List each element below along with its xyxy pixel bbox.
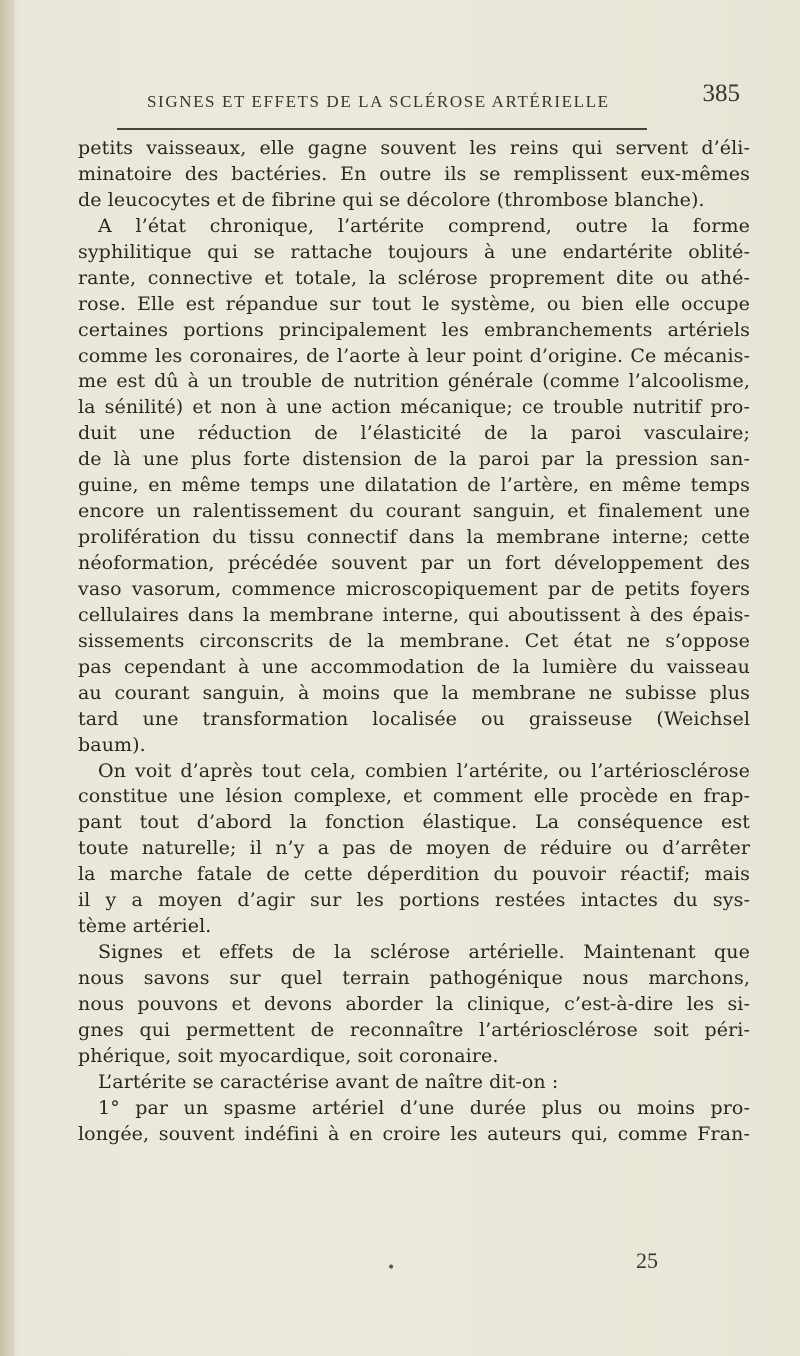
text-line: 1° par un spasme artériel d’une durée plus ou moins pro-: [98, 1096, 750, 1119]
text-line: encore un ralentissement du courant sanguin, et finalement une: [78, 500, 750, 523]
text-line: petits vaisseaux, elle gagne souvent les reins qui servent d’éli-: [78, 137, 750, 159]
text-line: minatoire des bactéries. En outre ils se remplissent eux-mêmes: [78, 162, 750, 185]
text-line: tard une transformation localisée ou graisseuse (Weichsel: [78, 707, 750, 730]
text-line: me est dû à un trouble de nutrition générale (comme l’alcoolisme,: [78, 370, 750, 393]
text-line: A l’état chronique, l’artérite comprend, outre la forme: [98, 214, 750, 237]
text-line: vaso vasorum, commence microscopiquement par de petits foyers: [78, 577, 750, 600]
text-line: au courant sanguin, à moins que la membrane ne subisse plus: [78, 681, 750, 704]
text-line: Signes et effets de la sclérose artérielle. Maintenant que: [98, 941, 750, 964]
text-line: sissements circonscrits de la membrane. Cet état ne s’oppose: [78, 629, 750, 652]
text-line: il y a moyen d’agir sur les portions restées intactes du sys-: [78, 889, 750, 912]
text-line: néoformation, précédée souvent par un fort développement des: [78, 552, 750, 574]
text-line: comme les coronaires, de l’aorte à leur point d’origine. Ce mécanis-: [78, 344, 750, 367]
text-line: certaines portions principalement les embranchements artériels: [78, 318, 750, 341]
text-line: tème artériel.: [78, 915, 212, 938]
page-number: 385: [702, 80, 740, 107]
text-line: guine, en même temps une dilatation de l’artère, en même temps: [78, 474, 750, 497]
text-line: nous pouvons et devons aborder la clinique, c’est-à-dire les si-: [78, 992, 750, 1015]
text-line: syphilitique qui se rattache toujours à une endartérite oblité-: [78, 240, 750, 263]
text-line: prolifération du tissu connectif dans la membrane interne; cette: [78, 526, 750, 549]
text-line: la marche fatale de cette déperdition du pouvoir réactif; mais: [78, 863, 750, 886]
text-line: constitue une lésion complexe, et comment elle procède en frap-: [78, 785, 750, 808]
body-text: [78, 136, 750, 1148]
text-line: longée, souvent indéfini à en croire les auteurs qui, comme Fran-: [78, 1122, 750, 1145]
text-line: pant tout d’abord la fonction élastique. La conséquence est: [78, 811, 750, 834]
signature-mark: 25: [636, 1248, 658, 1273]
text-line: pas cependant à une accommodation de la lumière du vaisseau: [78, 655, 750, 678]
text-line: phérique, soit myocardique, soit coronaire.: [78, 1044, 499, 1067]
text-line: L’artérite se caractérise avant de naître dit-on :: [98, 1070, 559, 1093]
running-title: SIGNES ET EFFETS DE LA SCLÉROSE ARTÉRIELLE: [147, 92, 610, 111]
text-line: la sénilité) et non à une action mécanique; ce trouble nutritif pro-: [78, 396, 750, 419]
text-line: cellulaires dans la membrane interne, qui aboutissent à des épais-: [78, 603, 750, 626]
text-line: rante, connective et totale, la sclérose proprement dite ou athé-: [78, 266, 750, 289]
text-line: toute naturelle; il n’y a pas de moyen de réduire ou d’arrêter: [78, 837, 750, 860]
page-binding-edge: [0, 0, 14, 1356]
text-line: nous savons sur quel terrain pathogénique nous marchons,: [78, 967, 750, 989]
text-line: duit une réduction de l’élasticité de la paroi vasculaire;: [78, 422, 750, 445]
text-line: baum).: [78, 733, 146, 756]
page-header: [100, 78, 740, 118]
footer-mark: •: [387, 1260, 396, 1276]
text-line: On voit d’après tout cela, combien l’artérite, ou l’artériosclérose: [98, 759, 750, 782]
text-line: rose. Elle est répandue sur tout le système, ou bien elle occupe: [78, 292, 750, 315]
text-line: de là une plus forte distension de la paroi par la pression san-: [78, 448, 750, 471]
text-line: gnes qui permettent de reconnaître l’artériosclérose soit péri-: [78, 1018, 750, 1041]
text-line: de leucocytes et de fibrine qui se décolore (thrombose blanche).: [78, 188, 705, 211]
header-rule: [117, 128, 647, 130]
